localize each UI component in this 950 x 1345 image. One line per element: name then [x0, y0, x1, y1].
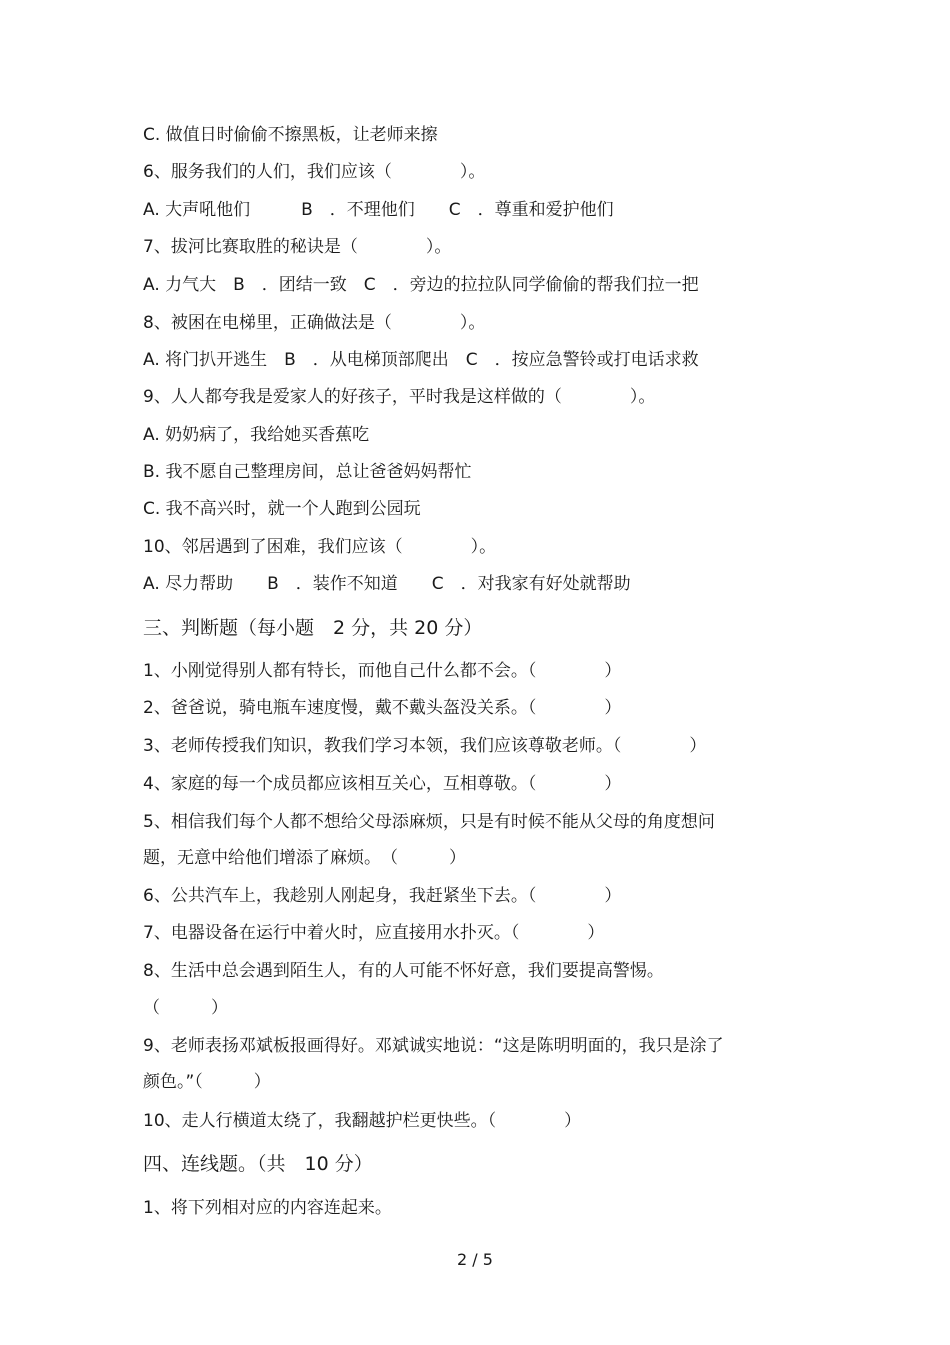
judgment-10: 10、走人行横道太绕了，我翻越护栏更快些。（ ） [143, 1111, 582, 1131]
option-5c: C. 做值日时偷偷不擦黑板，让老师来擦 [143, 125, 438, 145]
option-9a: A. 奶奶病了，我给她买香蕉吃 [143, 425, 370, 445]
judgment-7: 7、电器设备在运行中着火时，应直接用水扑灭。（ ） [143, 923, 605, 943]
judgment-3: 3、老师传授我们知识，教我们学习本领，我们应该尊敬老师。（ ） [143, 736, 707, 756]
option-9b: B. 我不愿自己整理房间，总让爸爸妈妈帮忙 [143, 462, 472, 482]
page-number: 2 / 5 [457, 1250, 493, 1269]
judgment-8-line1: 8、生活中总会遇到陌生人，有的人可能不怀好意，我们要提高警惕。 [143, 961, 664, 981]
option-9c: C. 我不高兴时，就一个人跑到公园玩 [143, 499, 421, 519]
options-10: A. 尽力帮助 B ．装作不知道 C ．对我家有好处就帮助 [143, 574, 631, 594]
section-heading-matching: 四、连线题。（共 10 分） [143, 1153, 373, 1175]
judgment-5-line2: 题，无意中给他们增添了麻烦。 （ ） [143, 848, 466, 868]
question-9: 9、人人都夸我是爱家人的好孩子，平时我是这样做的（ ）。 [143, 387, 656, 407]
section-heading-judgment: 三、判断题（每小题 2 分，共 20 分） [143, 617, 483, 639]
options-7: A. 力气大 B ．团结一致 C ．旁边的拉拉队同学偷偷的帮我们拉一把 [143, 275, 699, 295]
judgment-6: 6、公共汽车上，我趁别人刚起身，我赶紧坐下去。（ ） [143, 886, 622, 906]
judgment-4: 4、家庭的每一个成员都应该相互关心，互相尊敬。（ ） [143, 774, 622, 794]
options-6: A. 大声吼他们 B ．不理他们 C ．尊重和爱护他们 [143, 200, 614, 220]
question-6: 6、服务我们的人们，我们应该（ ）。 [143, 162, 486, 182]
question-8: 8、被困在电梯里，正确做法是（ ）。 [143, 313, 486, 333]
options-8: A. 将门扒开逃生 B ．从电梯顶部爬出 C ．按应急警铃或打电话求救 [143, 350, 699, 370]
question-7: 7、拔河比赛取胜的秘诀是（ ）。 [143, 237, 452, 257]
judgment-9-line1: 9、老师表扬邓斌板报画得好。邓斌诚实地说：“这是陈明明面的，我只是涂了 [143, 1036, 724, 1056]
judgment-8-line2: （ ） [143, 998, 228, 1018]
matching-1: 1、将下列相对应的内容连起来。 [143, 1198, 392, 1218]
judgment-1: 1、小刚觉得别人都有特长，而他自己什么都不会。（ ） [143, 661, 622, 681]
judgment-2: 2、爸爸说，骑电瓶车速度慢，戴不戴头盔没关系。（ ） [143, 698, 622, 718]
judgment-9-line2: 颜色。”（ ） [143, 1072, 271, 1092]
question-10: 10、邻居遇到了困难，我们应该（ ）。 [143, 537, 497, 557]
judgment-5-line1: 5、相信我们每个人都不想给父母添麻烦，只是有时候不能从父母的角度想问 [143, 812, 715, 832]
